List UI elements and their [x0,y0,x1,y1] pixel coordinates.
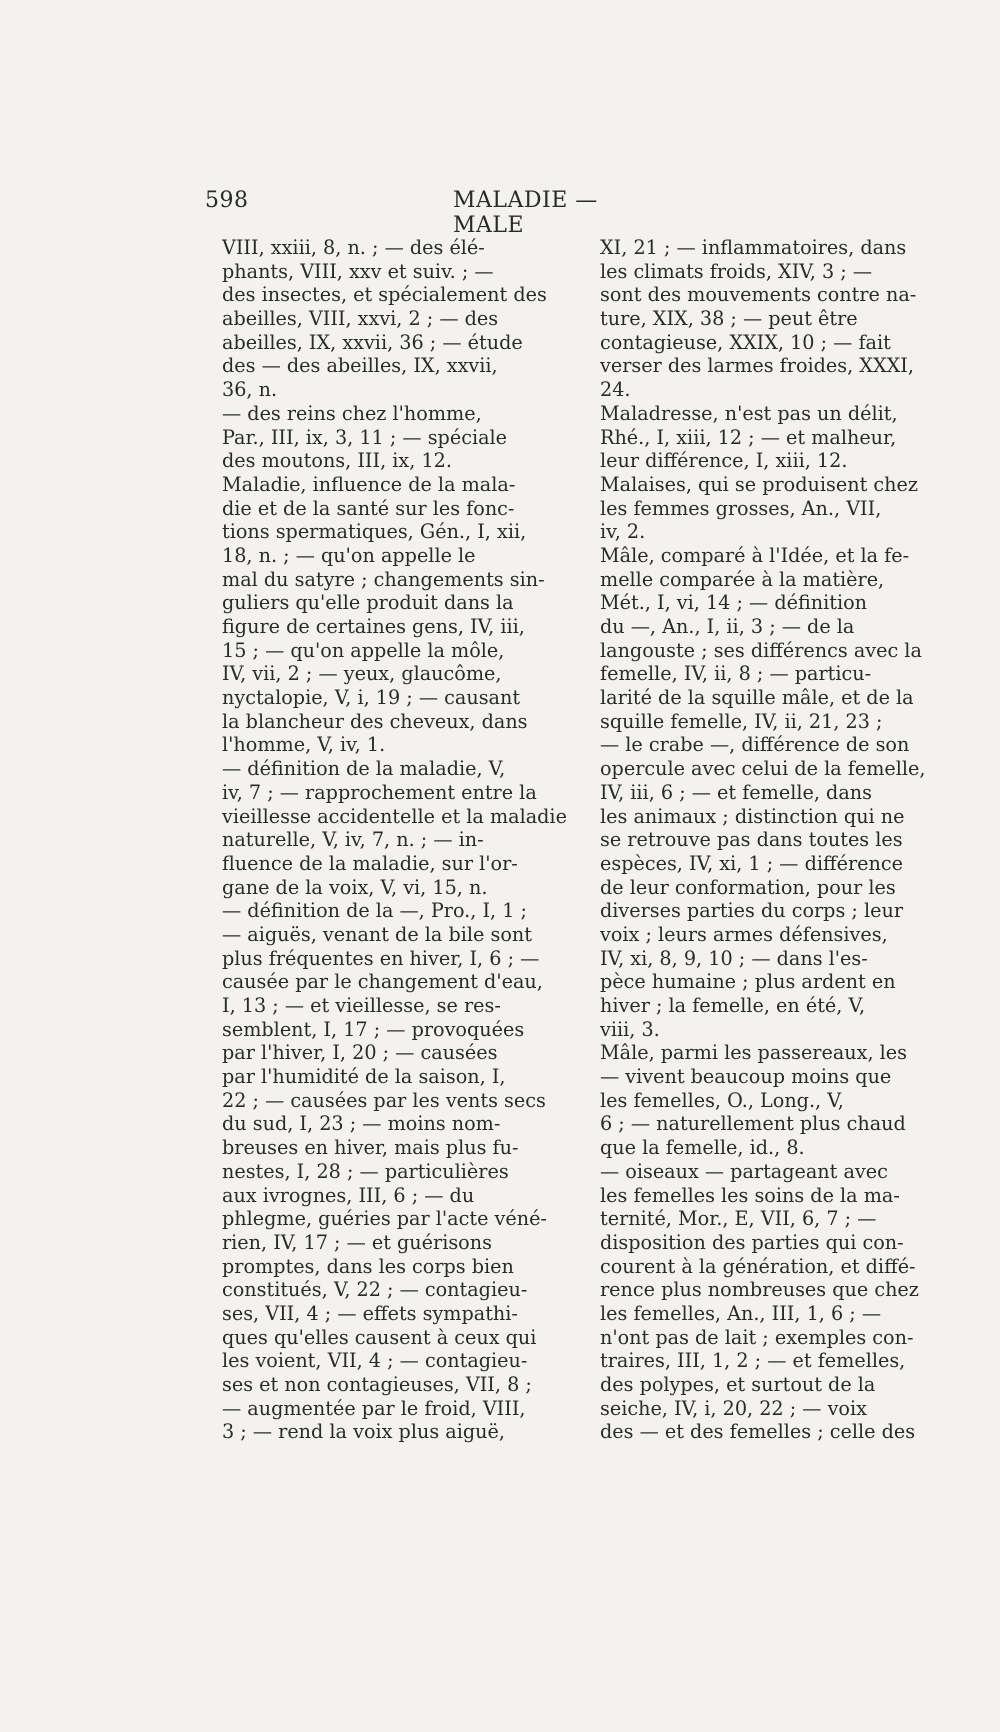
text-line: ternité, Mor., E, VII, 6, 7 ; — [600,1207,877,1231]
text-line: Mâle, parmi les passereaux, les [600,1041,907,1065]
text-line: hiver ; la femelle, en été, V, [600,994,866,1017]
page-number: 598 [205,188,249,213]
text-line: mal du satyre ; changements sin- [222,567,545,591]
text-line: femelle, IV, ii, 8 ; — particu- [600,662,872,686]
text-line: pèce humaine ; plus ardent en [600,970,896,994]
text-line: des moutons, III, ix, 12. [222,449,452,473]
text-line: semblent, I, 17 ; — provoquées [222,1017,525,1041]
text-line: — aiguës, venant de la bile sont [222,922,532,946]
text-line: nyctalopie, V, i, 19 ; — causant [222,686,521,710]
text-line: opercule avec celui de la femelle, [600,757,926,781]
text-line: du —, An., I, ii, 3 ; — de la [600,615,855,638]
text-line: gane de la voix, V, vi, 15, n. [222,875,488,899]
text-line: se retrouve pas dans toutes les [600,828,903,852]
text-line: — vivent beaucoup moins que [600,1065,892,1089]
text-line: 24. [600,378,631,402]
text-line: voix ; leurs armes défensives, [600,922,888,946]
text-line: — définition de la maladie, V, [222,757,506,781]
text-line: contagieuse, XXIX, 10 ; — fait [600,330,891,354]
right-column [600,236,926,1444]
text-line: 15 ; — qu'on appelle la môle, [222,638,505,662]
left-column [222,236,567,1444]
text-line: rence plus nombreuses que chez [600,1278,919,1302]
text-line: plus fréquentes en hiver, I, 6 ; — [222,946,540,970]
text-line: breuses en hiver, mais plus fu- [222,1136,519,1160]
text-line: des polypes, et surtout de la [600,1373,876,1396]
text-line: melle comparée à la matière, [600,567,885,591]
text-line: rien, IV, 17 ; — et guérisons [222,1230,492,1254]
text-line: des insectes, et spécialement des [222,283,547,307]
text-line: des — des abeilles, IX, xxvii, [222,354,498,378]
text-line: du sud, I, 23 ; — moins nom- [222,1112,501,1136]
text-line: figure de certaines gens, IV, iii, [222,615,525,638]
text-line: — le crabe —, différence de son [600,733,910,757]
text-line: Mâle, comparé à l'Idée, et la fe- [600,543,910,567]
text-line: — des reins chez l'homme, [222,401,482,425]
text-line: de leur conformation, pour les [600,875,896,899]
text-line: les femelles, O., Long., V, [600,1088,844,1112]
text-line: ques qu'elles causent à ceux qui [222,1325,537,1349]
text-line: les animaux ; distinction qui ne [600,804,905,828]
text-line: tions spermatiques, Gén., I, xii, [222,520,527,544]
text-line: iv, 2. [600,520,646,544]
text-line: IV, iii, 6 ; — et femelle, dans [600,780,872,804]
text-line: squille femelle, IV, ii, 21, 23 ; [600,709,883,733]
text-line: — définition de la —, Pro., I, 1 ; [222,899,528,923]
text-line: aux ivrognes, III, 6 ; — du [222,1183,475,1207]
text-line: causée par le changement d'eau, [222,970,543,994]
text-line: par l'hiver, I, 20 ; — causées [222,1041,498,1065]
text-line: Maladresse, n'est pas un délit, [600,401,898,425]
text-line: 18, n. ; — qu'on appelle le [222,543,476,567]
text-line: ses et non contagieuses, VII, 8 ; [222,1373,532,1396]
text-line: les femmes grosses, An., VII, [600,496,882,520]
text-line: IV, vii, 2 ; — yeux, glaucôme, [222,662,502,686]
text-line: fluence de la maladie, sur l'or- [222,851,518,875]
text-line: sont des mouvements contre na- [600,283,917,307]
text-line: courent à la génération, et diffé- [600,1254,916,1278]
text-line: ses, VII, 4 ; — effets sympathi- [222,1301,518,1325]
running-title: MALADIE — MALE [453,188,598,238]
text-line: 36, n. [222,378,278,402]
text-line: les femelles les soins de la ma- [600,1183,900,1207]
text-line: 6 ; — naturellement plus chaud [600,1112,906,1136]
text-line: disposition des parties qui con- [600,1230,904,1254]
text-line: — oiseaux — partageant avec [600,1159,888,1183]
text-line: leur différence, I, xiii, 12. [600,449,848,473]
text-line: 3 ; — rend la voix plus aiguë, [222,1420,505,1444]
text-line: langouste ; ses différencs avec la [600,638,922,662]
text-line: l'homme, V, iv, 1. [222,733,386,757]
text-line: abeilles, VIII, xxvi, 2 ; — des [222,307,499,331]
text-line: Rhé., I, xiii, 12 ; — et malheur, [600,425,897,449]
text-line: des — et des femelles ; celle des [600,1420,916,1444]
text-line: verser des larmes froides, XXXI, [600,354,914,378]
text-line: XI, 21 ; — inflammatoires, dans [600,236,907,259]
text-line: die et de la santé sur les fonc- [222,496,515,520]
text-line: 22 ; — causées par les vents secs [222,1088,546,1112]
text-line: viii, 3. [600,1017,660,1041]
text-line: les voient, VII, 4 ; — contagieu- [222,1349,528,1373]
text-line: les femelles, An., III, 1, 6 ; — [600,1301,882,1325]
text-line: larité de la squille mâle, et de la [600,686,914,710]
text-line: ture, XIX, 38 ; — peut être [600,307,858,331]
text-line: Mét., I, vi, 14 ; — définition [600,591,868,615]
text-line: vieillesse accidentelle et la maladie [222,804,567,828]
text-line: Par., III, ix, 3, 11 ; — spéciale [222,425,508,449]
text-line: naturelle, V, iv, 7, n. ; — in- [222,828,484,852]
text-line: iv, 7 ; — rapprochement entre la [222,780,537,804]
text-line: les climats froids, XIV, 3 ; — [600,259,873,283]
text-line: Malaises, qui se produisent chez [600,472,918,496]
text-line: diverses parties du corps ; leur [600,899,903,923]
text-line: — augmentée par le froid, VIII, [222,1396,526,1420]
text-line: traires, III, 1, 2 ; — et femelles, [600,1349,906,1373]
text-line: promptes, dans les corps bien [222,1254,514,1278]
text-line: guliers qu'elle produit dans la [222,591,514,615]
text-line: la blancheur des cheveux, dans [222,709,528,733]
text-line: abeilles, IX, xxvii, 36 ; — étude [222,330,523,354]
text-line: VIII, xxiii, 8, n. ; — des élé- [222,236,485,259]
text-line: seiche, IV, i, 20, 22 ; — voix [600,1396,867,1420]
text-line: phants, VIII, xxv et suiv. ; — [222,259,494,283]
text-line: phlegme, guéries par l'acte véné- [222,1207,547,1231]
text-line: IV, xi, 8, 9, 10 ; — dans l'es- [600,946,868,970]
text-line: I, 13 ; — et vieillesse, se res- [222,994,501,1017]
text-line: constitués, V, 22 ; — contagieu- [222,1278,528,1302]
text-line: Maladie, influence de la mala- [222,472,516,496]
page-header [205,188,675,238]
text-line: n'ont pas de lait ; exemples con- [600,1325,914,1349]
text-line: par l'humidité de la saison, I, [222,1065,506,1089]
text-line: nestes, I, 28 ; — particulières [222,1159,509,1183]
text-line: espèces, IV, xi, 1 ; — différence [600,851,903,875]
text-line: que la femelle, id., 8. [600,1136,805,1160]
